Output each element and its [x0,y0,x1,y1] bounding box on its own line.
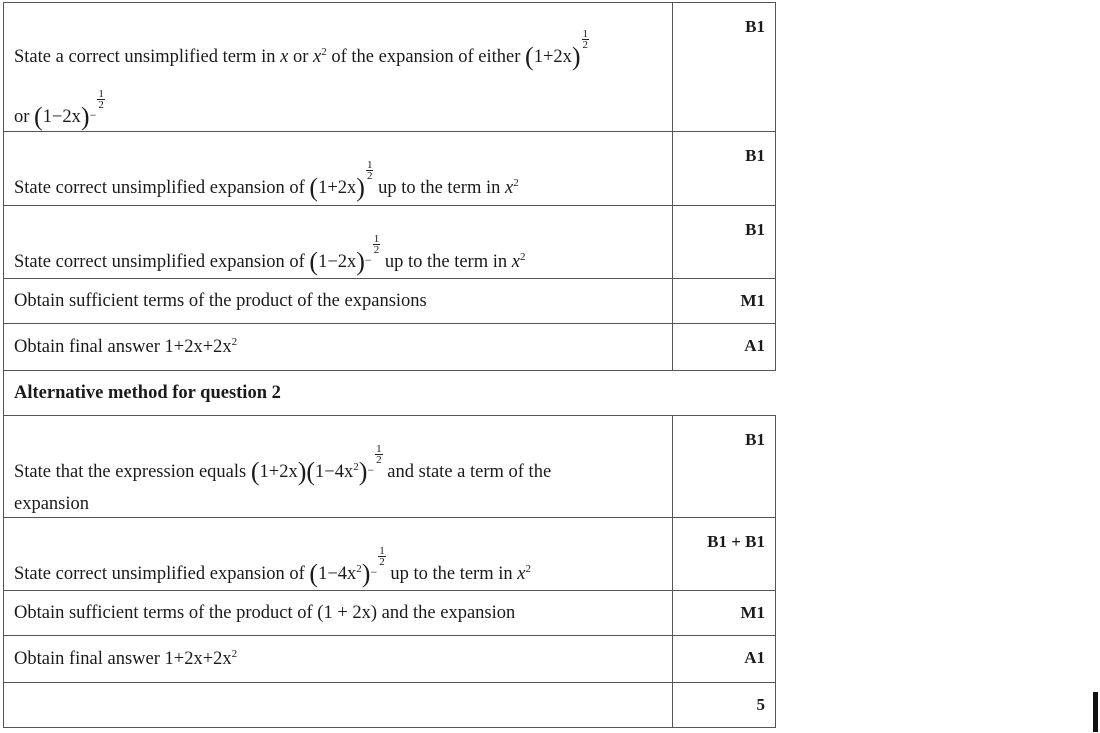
math-exponent: 2 [321,45,327,58]
criterion-text [4,518,672,587]
math-exponent: 2 [525,562,531,575]
criterion-line-2 [14,89,662,131]
text-segment: State correct unsimplified expansion of [14,252,310,272]
math-inner: 1+2x [318,178,357,198]
criterion-cell [4,206,673,279]
final-answer: 1+2x+2x [164,337,232,358]
math-fraction-exponent [97,89,105,110]
fraction-denominator: 2 [582,39,589,51]
criterion-text [4,636,672,670]
math-term [313,47,327,67]
text-segment: State a correct unsimplified term in [14,47,281,67]
criterion-cell [4,132,673,206]
fraction-denominator: 2 [373,244,380,256]
mark-cell [673,416,776,518]
math-inner: 1+2x [533,47,572,67]
math-exponent: 2 [231,648,238,660]
fraction-numerator: 1 [379,545,385,557]
mark-label: B1 [745,146,765,165]
table-row [4,416,776,518]
fraction-numerator: 1 [98,88,104,100]
fraction-denominator: 2 [366,170,373,182]
text-segment: and state a term of the [382,462,552,482]
criterion-text [4,416,672,517]
alternative-method-cell [4,371,776,416]
table-row [4,132,776,206]
fraction-denominator: 2 [98,99,104,111]
math-var: x [511,252,520,272]
mark-cell [673,591,776,636]
math-expression: (1+2x) $\frac{1}{2}$ [525,28,589,71]
criterion-text: Obtain sufficient terms of the product of the expansions [14,291,427,311]
math-var: x [313,47,322,67]
alternative-method-heading: Alternative method for question 2 [14,383,281,403]
criterion-cell [4,591,673,636]
text-segment: or [288,47,313,67]
math-var: x [517,564,526,584]
math-exponent: 2 [353,460,359,473]
total-row [4,683,776,728]
math-inner: 1−2x [42,107,81,127]
fraction-numerator: 1 [582,28,589,40]
text-segment: Obtain final answer [14,337,165,358]
text-segment: up to the term in [385,564,518,584]
math-fraction-exponent [378,546,386,567]
text-segment: State correct unsimplified expansion of [14,564,310,584]
math-expression: $(1+2x)(1-4x^2)-$ $\frac{1}{2}$ [250,443,382,486]
text-segment: of the expansion of either [326,47,526,67]
mark-label: B1 + B1 [707,532,765,551]
table-row [4,591,776,636]
math-inner: 1−4x [315,462,354,482]
mark-label: M1 [740,603,765,622]
mark-label: A1 [744,336,765,355]
criterion-text [4,132,672,201]
criterion-text [4,3,672,131]
criterion-text [4,206,672,275]
total-mark-cell [673,683,776,728]
math-fraction-exponent [582,29,590,50]
math-exponent: 2 [356,562,362,575]
criterion-text: Obtain sufficient terms of the product of (1 + 2x) and the expansion [14,603,516,623]
mark-label: M1 [740,291,765,310]
math-expression: (1+2x) $\frac{1}{2}$ [309,159,373,202]
mark-label: A1 [744,648,765,667]
mark-cell [673,324,776,371]
math-inner: 1+2x [259,462,298,482]
exponent-sign: − [367,463,375,477]
alternative-method-row [4,371,776,416]
math-expression: (1−2x)− $\frac{1}{2}$ [309,233,380,276]
mark-label: B1 [745,17,765,36]
text-segment: up to the term in [373,178,505,198]
math-var: x [504,178,514,198]
text-segment: or [14,107,35,127]
table-row [4,636,776,683]
criterion-cell [4,324,673,371]
table-row [4,279,776,324]
text-segment: State that the expression equals [14,462,251,482]
exponent-sign: − [364,253,372,267]
mark-cell [673,132,776,206]
total-marks: 5 [756,695,765,714]
mark-label: B1 [745,430,765,449]
final-answer: 1+2x+2x [164,649,232,670]
mark-label: B1 [745,220,765,239]
criterion-cell [4,416,673,518]
text-segment: Obtain final answer [14,649,165,670]
criterion-line-2: expansion [14,494,90,514]
fraction-denominator: 2 [379,556,385,568]
fraction-numerator: 1 [373,233,380,245]
mark-cell [673,206,776,279]
total-blank-cell [4,683,673,728]
math-inner: 1−4x [318,564,357,584]
math-exponent: 2 [513,176,519,189]
criterion-cell [4,636,673,683]
math-exponent: 2 [231,336,238,348]
math-fraction-exponent [375,444,383,465]
criterion-cell [4,3,673,132]
math-var: x [280,47,289,67]
text-segment: up to the term in [380,252,512,272]
mark-cell [673,279,776,324]
math-inner: 1−2x [318,252,357,272]
mark-scheme-table [3,2,776,728]
text-cursor-icon [1093,692,1098,732]
criterion-text [4,324,672,358]
math-expression: $(1-4x^2)-$ $\frac{1}{2}$ [309,545,385,588]
exponent-sign: − [89,108,97,122]
table-row [4,518,776,591]
mark-cell [673,3,776,132]
table-row [4,324,776,371]
mark-cell [673,636,776,683]
table-row [4,206,776,279]
math-exponent: 2 [519,250,526,263]
table-row [4,3,776,132]
exponent-sign: − [370,565,378,579]
mark-cell [673,518,776,591]
math-expression: (1−2x)− $\frac{1}{2}$ [34,88,104,131]
fraction-numerator: 1 [366,159,373,171]
criterion-cell [4,279,673,324]
fraction-numerator: 1 [376,443,382,455]
criterion-cell [4,518,673,591]
fraction-denominator: 2 [376,454,382,466]
text-segment: State correct unsimplified expansion of [14,178,310,198]
